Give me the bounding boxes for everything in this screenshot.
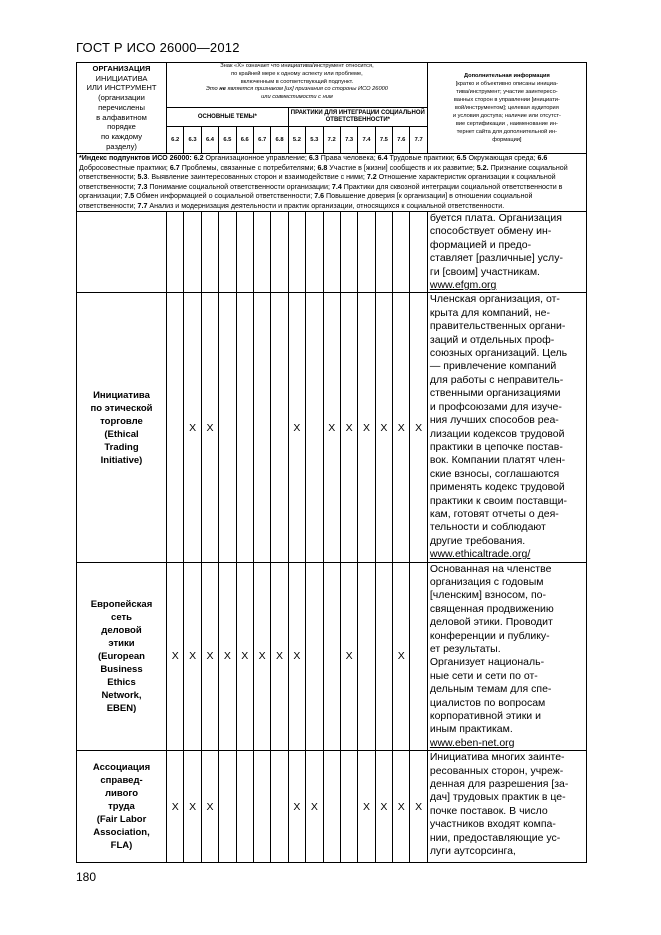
footnote-segment: Трудовые практики; [387,154,457,162]
description-line: ные сети и сети по от- [429,669,538,682]
description-line: иным практикам. [429,723,513,736]
description-line: Членская организация, от- [429,293,560,306]
clause-code: 5.2 [288,127,305,154]
applicability-mark: X [393,562,410,751]
description-line: для работы с неправитель- [429,373,564,386]
applicability-mark [219,212,236,293]
applicability-mark: X [288,293,305,562]
applicability-mark: X [306,751,323,863]
applicability-mark [219,751,236,863]
description-line: применять кодекс трудовой [429,481,565,494]
header-info-line: тернет сайта для дополнительной ин- [456,129,557,136]
initiative-description [427,293,586,562]
description-line: циалистов по вопросам [429,696,546,709]
applicability-mark: X [323,293,340,562]
applicability-mark: X [184,751,201,863]
applicability-mark: X [410,751,427,863]
applicability-mark [410,562,427,751]
footnote-segment: Повышение доверия [к организации] в отношении социальной ответственности; [79,192,533,210]
initiative-description [427,212,586,293]
initiative-name-line: по этической [90,402,153,414]
initiative-name [77,293,167,562]
header-info-line: ванных сторон в управлении [инициати- [453,96,560,103]
applicability-mark [323,751,340,863]
applicability-mark: X [358,751,375,863]
applicability-mark: X [184,562,201,751]
description-line: ские взносы, соглашаются [429,467,560,480]
footnote-segment: *Индекс подпунктов ИСО 26000: 6.2 [79,154,204,162]
initiative-name-line: Trading [104,441,139,453]
applicability-mark [201,212,218,293]
description-line: ресованных сторон, учреж- [429,764,564,777]
description-line: священная продвижению [429,602,554,615]
initiative-name-line: сеть [111,611,132,623]
applicability-mark [253,751,270,863]
legend-line: включенным в соответствующий подпункт. [240,78,354,85]
description-line: ги [своим] участникам. [429,265,540,278]
footnote-segment: 6.4 [377,154,388,162]
header-core-subjects: ОСНОВНЫЕ ТЕМЫ* [167,108,289,127]
applicability-mark: X [375,293,392,562]
footnote-segment: Добросовестные практики; [79,163,170,172]
initiative-name-line: деловой [101,624,142,636]
footnote-segment: Организационное управление; [203,154,309,162]
description-line: и профсоюзами для изуче- [429,400,562,413]
description-line: буется плата. Организация [429,212,562,224]
footnote-segment: Проблемы, связанные с потребителями; [179,163,318,172]
initiatives-table [76,62,587,863]
footnote-segment: Практики для сквозной интеграции социальной ответственности в организации; [79,182,563,200]
header-org-line: ИНИЦИАТИВА [95,73,148,83]
initiative-name-line: торговле [100,415,143,427]
applicability-mark [288,212,305,293]
clause-code: 6.4 [201,127,218,154]
applicability-mark [167,293,184,562]
initiative-name-line: (European [98,650,145,662]
initiative-name [77,212,167,293]
initiative-name-line: Ethics [107,676,136,688]
description-line: союзных организаций. Цель [429,347,568,360]
applicability-mark: X [358,293,375,562]
applicability-mark [271,293,288,562]
initiative-name [77,751,167,863]
initiative-name-line: Network, [101,689,142,701]
applicability-mark: X [288,562,305,751]
initiative-name-line: EBEN) [106,702,137,714]
applicability-mark [410,212,427,293]
applicability-mark [236,212,253,293]
applicability-mark [358,562,375,751]
applicability-mark [253,212,270,293]
applicability-mark [271,212,288,293]
initiative-name-line: Initiative) [100,454,143,466]
clause-code: 6.2 [167,127,184,154]
clause-code: 7.3 [340,127,357,154]
header-info-line: тива/инструмент; участие заинтересо- [456,88,558,95]
description-line: формацией и предо- [429,238,532,251]
header-org-line: по каждому [101,131,142,141]
header-org-line: в алфавитном [96,112,147,122]
initiative-name-line: справед- [100,775,143,787]
description-line: участников входят компа- [429,818,556,831]
header-info-line: вой/инструментом]; целевая аудитория [454,104,559,111]
applicability-mark: X [236,562,253,751]
description-line: практики к своим поставщи- [429,494,567,507]
applicability-mark [323,562,340,751]
clause-code: 7.2 [323,127,340,154]
applicability-mark: X [340,293,357,562]
footnote-segment: Участие в [жизни] сообществ и их развитие; [327,163,477,172]
footnote-segment: 7.4 [331,182,342,191]
legend-line: по крайней мере к одному аспекту или проблеме, [231,70,363,77]
website-link[interactable]: www.eben-net.org [429,736,515,749]
description-line: правительственных органи- [429,320,566,333]
applicability-mark [358,212,375,293]
header-integration-practices: ПРАКТИКИ ДЛЯ ИНТЕГРАЦИИ СОЦИАЛЬНОЙ ОТВЕТСТВЕННОСТИ* [288,108,427,127]
applicability-mark: X [375,751,392,863]
clause-code: 6.8 [271,127,288,154]
clause-code: 6.3 [184,127,201,154]
initiative-name-line: ливого [104,788,139,800]
description-line: корпоративной этики и [429,710,541,723]
clause-code: 6.7 [253,127,270,154]
initiative-name-line: (Fair Labor [96,814,147,826]
header-info-title: Дополнительная информация [463,72,550,79]
applicability-mark [306,562,323,751]
footnote-segment: Анализ и модернизация деятельности и практик организации, относящихся к социальной ответственности. [147,201,505,210]
initiative-name [77,562,167,751]
page-number: 180 [76,870,97,884]
applicability-mark [375,562,392,751]
header-additional-info [427,63,586,154]
description-line: способствует обмену ин- [429,225,552,238]
table-row [77,562,587,751]
applicability-mark: X [393,751,410,863]
applicability-mark: X [184,293,201,562]
applicability-mark: X [393,293,410,562]
initiative-name-line: этики [108,637,135,649]
description-line: крыта для компаний, не- [429,306,550,319]
clause-code: 6.6 [236,127,253,154]
legend-disclaimer: Это не является признаком [их] признания со стороны ИСО 26000 или совместимости с ним [205,86,388,101]
footnote-segment: Признание социальной ответственности; [79,163,568,181]
document-title: ГОСТ Р ИСО 26000—2012 [76,40,240,55]
footnote-segment: 6.3 [308,154,319,162]
header-info-line: и условия доступа; наличие или отсутст- [452,113,561,120]
clause-code: 7.7 [410,127,427,154]
footnote-segment: 6.7 [169,163,180,172]
description-line: дач] трудовых практик в це- [429,791,566,804]
clause-index-footnote [77,154,587,212]
description-line: нии, предоставляющие ус- [429,831,561,844]
initiative-name-line: (Ethical [104,428,139,440]
initiative-name-line: Инициатива [93,389,150,401]
description-line: Инициатива многих заинте- [429,751,565,764]
description-line: заций и отдельных проф- [429,333,555,346]
applicability-mark [271,751,288,863]
footnote-segment: 7.6 [314,192,325,200]
applicability-mark [167,212,184,293]
footnote-segment: 7.2 [366,173,377,181]
initiative-description [427,751,586,863]
footnote-segment: . Выявление заинтересованных сторон и взаимодействие с ними; [147,173,367,181]
website-link[interactable]: www.efgm.org [429,279,497,292]
table-row [77,212,587,293]
footnote-segment: 5.2. [476,163,489,172]
table-row [77,751,587,863]
header-org-line: порядке [107,122,136,132]
footnote-segment: Отношение характеристик организации к социальной ответственности; [79,173,556,191]
applicability-mark [340,212,357,293]
header-info-line: [кратко и объективно описаны инициа- [455,80,559,87]
description-line: конференции и публику- [429,629,550,642]
applicability-mark [236,293,253,562]
description-line: денная для разрешения [за- [429,778,569,791]
applicability-mark: X [253,562,270,751]
description-line: Основанная на членстве [429,562,552,575]
description-line: ет результаты. [429,643,501,655]
description-line: — привлечение компаний [429,360,557,373]
description-line: почке поставок. В число [429,804,548,817]
description-line: луги аутсорсинга, [429,845,516,858]
applicability-mark: X [340,562,357,751]
applicability-mark [393,212,410,293]
header-organization [77,63,167,154]
clause-code: 7.5 [375,127,392,154]
description-line: ственными организациями [429,387,561,400]
description-line: вок. Компании платят член- [429,454,566,467]
applicability-mark: X [201,751,218,863]
applicability-mark: X [219,562,236,751]
header-org-line: ИЛИ ИНСТРУМЕНТ [86,83,157,93]
initiative-name-line: Ассоциация [92,762,151,774]
applicability-mark [375,212,392,293]
initiative-description [427,562,586,751]
description-line: другие требования. [429,534,526,547]
footnote-segment: Права человека; [318,154,378,162]
header-org-line: разделу) [106,141,137,151]
footnote-segment: 7.5 [124,192,135,200]
initiative-name-line: Business [100,663,143,675]
footnote-segment: Понимание социальной ответственности организации; [147,182,332,191]
footnote-segment: Окружающая среда; [466,154,538,162]
header-org-line: перечислены [98,102,145,112]
description-line: тельности и соблюдают [429,521,546,534]
footnote-segment: 6.5 [456,154,467,162]
footnote-segment: 7.3 [137,182,148,191]
description-line: кам, готовят отчеты о дея- [429,507,559,520]
applicability-mark: X [288,751,305,863]
clause-code: 6.5 [219,127,236,154]
footnote-segment: 6.8 [317,163,328,172]
header-org-title: ОРГАНИЗАЦИЯ [92,64,151,73]
footnote-segment: Обмен информацией о социальной ответственности; [134,192,315,200]
applicability-mark: X [167,562,184,751]
applicability-mark [219,293,236,562]
clause-code: 7.6 [393,127,410,154]
footnote-segment: 6.6 [537,154,548,162]
applicability-mark: X [410,293,427,562]
initiative-name-line: FLA) [110,840,133,852]
description-line: дельным темам для спе- [429,683,552,696]
header-info-line: формации] [492,137,522,144]
footnote-segment: 7.7 [137,201,148,210]
header-legend [167,63,428,108]
description-line: лизации кодексов трудовой [429,427,565,440]
website-link[interactable]: www.ethicaltrade.org/ [429,548,531,561]
applicability-mark [253,293,270,562]
initiative-name-line: труда [108,801,135,813]
header-info-line: вие сертификации , наименование ин- [455,121,558,128]
clause-code: 5.3 [306,127,323,154]
applicability-mark [340,751,357,863]
header-org-line: (организации [98,93,145,103]
applicability-mark: X [201,293,218,562]
applicability-mark [306,212,323,293]
clause-code: 7.4 [358,127,375,154]
applicability-mark [184,212,201,293]
table-row [77,293,587,562]
description-line: [членским] взносом, по- [429,589,546,602]
applicability-mark [236,751,253,863]
applicability-mark [306,293,323,562]
description-line: деловой этики. Проводит [429,616,553,629]
description-line: ставляет [различные] услу- [429,252,563,265]
applicability-mark [323,212,340,293]
applicability-mark: X [167,751,184,863]
applicability-mark: X [271,562,288,751]
legend-line: Знак «Х» означает что инициатива/инструмент относится, [220,63,374,69]
applicability-mark: X [201,562,218,751]
initiative-name-line: Association, [93,827,150,839]
initiative-name-line: Европейская [90,598,153,610]
description-line: организация с годовым [429,575,544,588]
footnote-segment: 5.3 [137,173,148,181]
description-line: практики в цепочке постав- [429,440,563,453]
description-line: ния лучших способов реа- [429,414,559,427]
description-line: Организует националь- [429,656,545,669]
